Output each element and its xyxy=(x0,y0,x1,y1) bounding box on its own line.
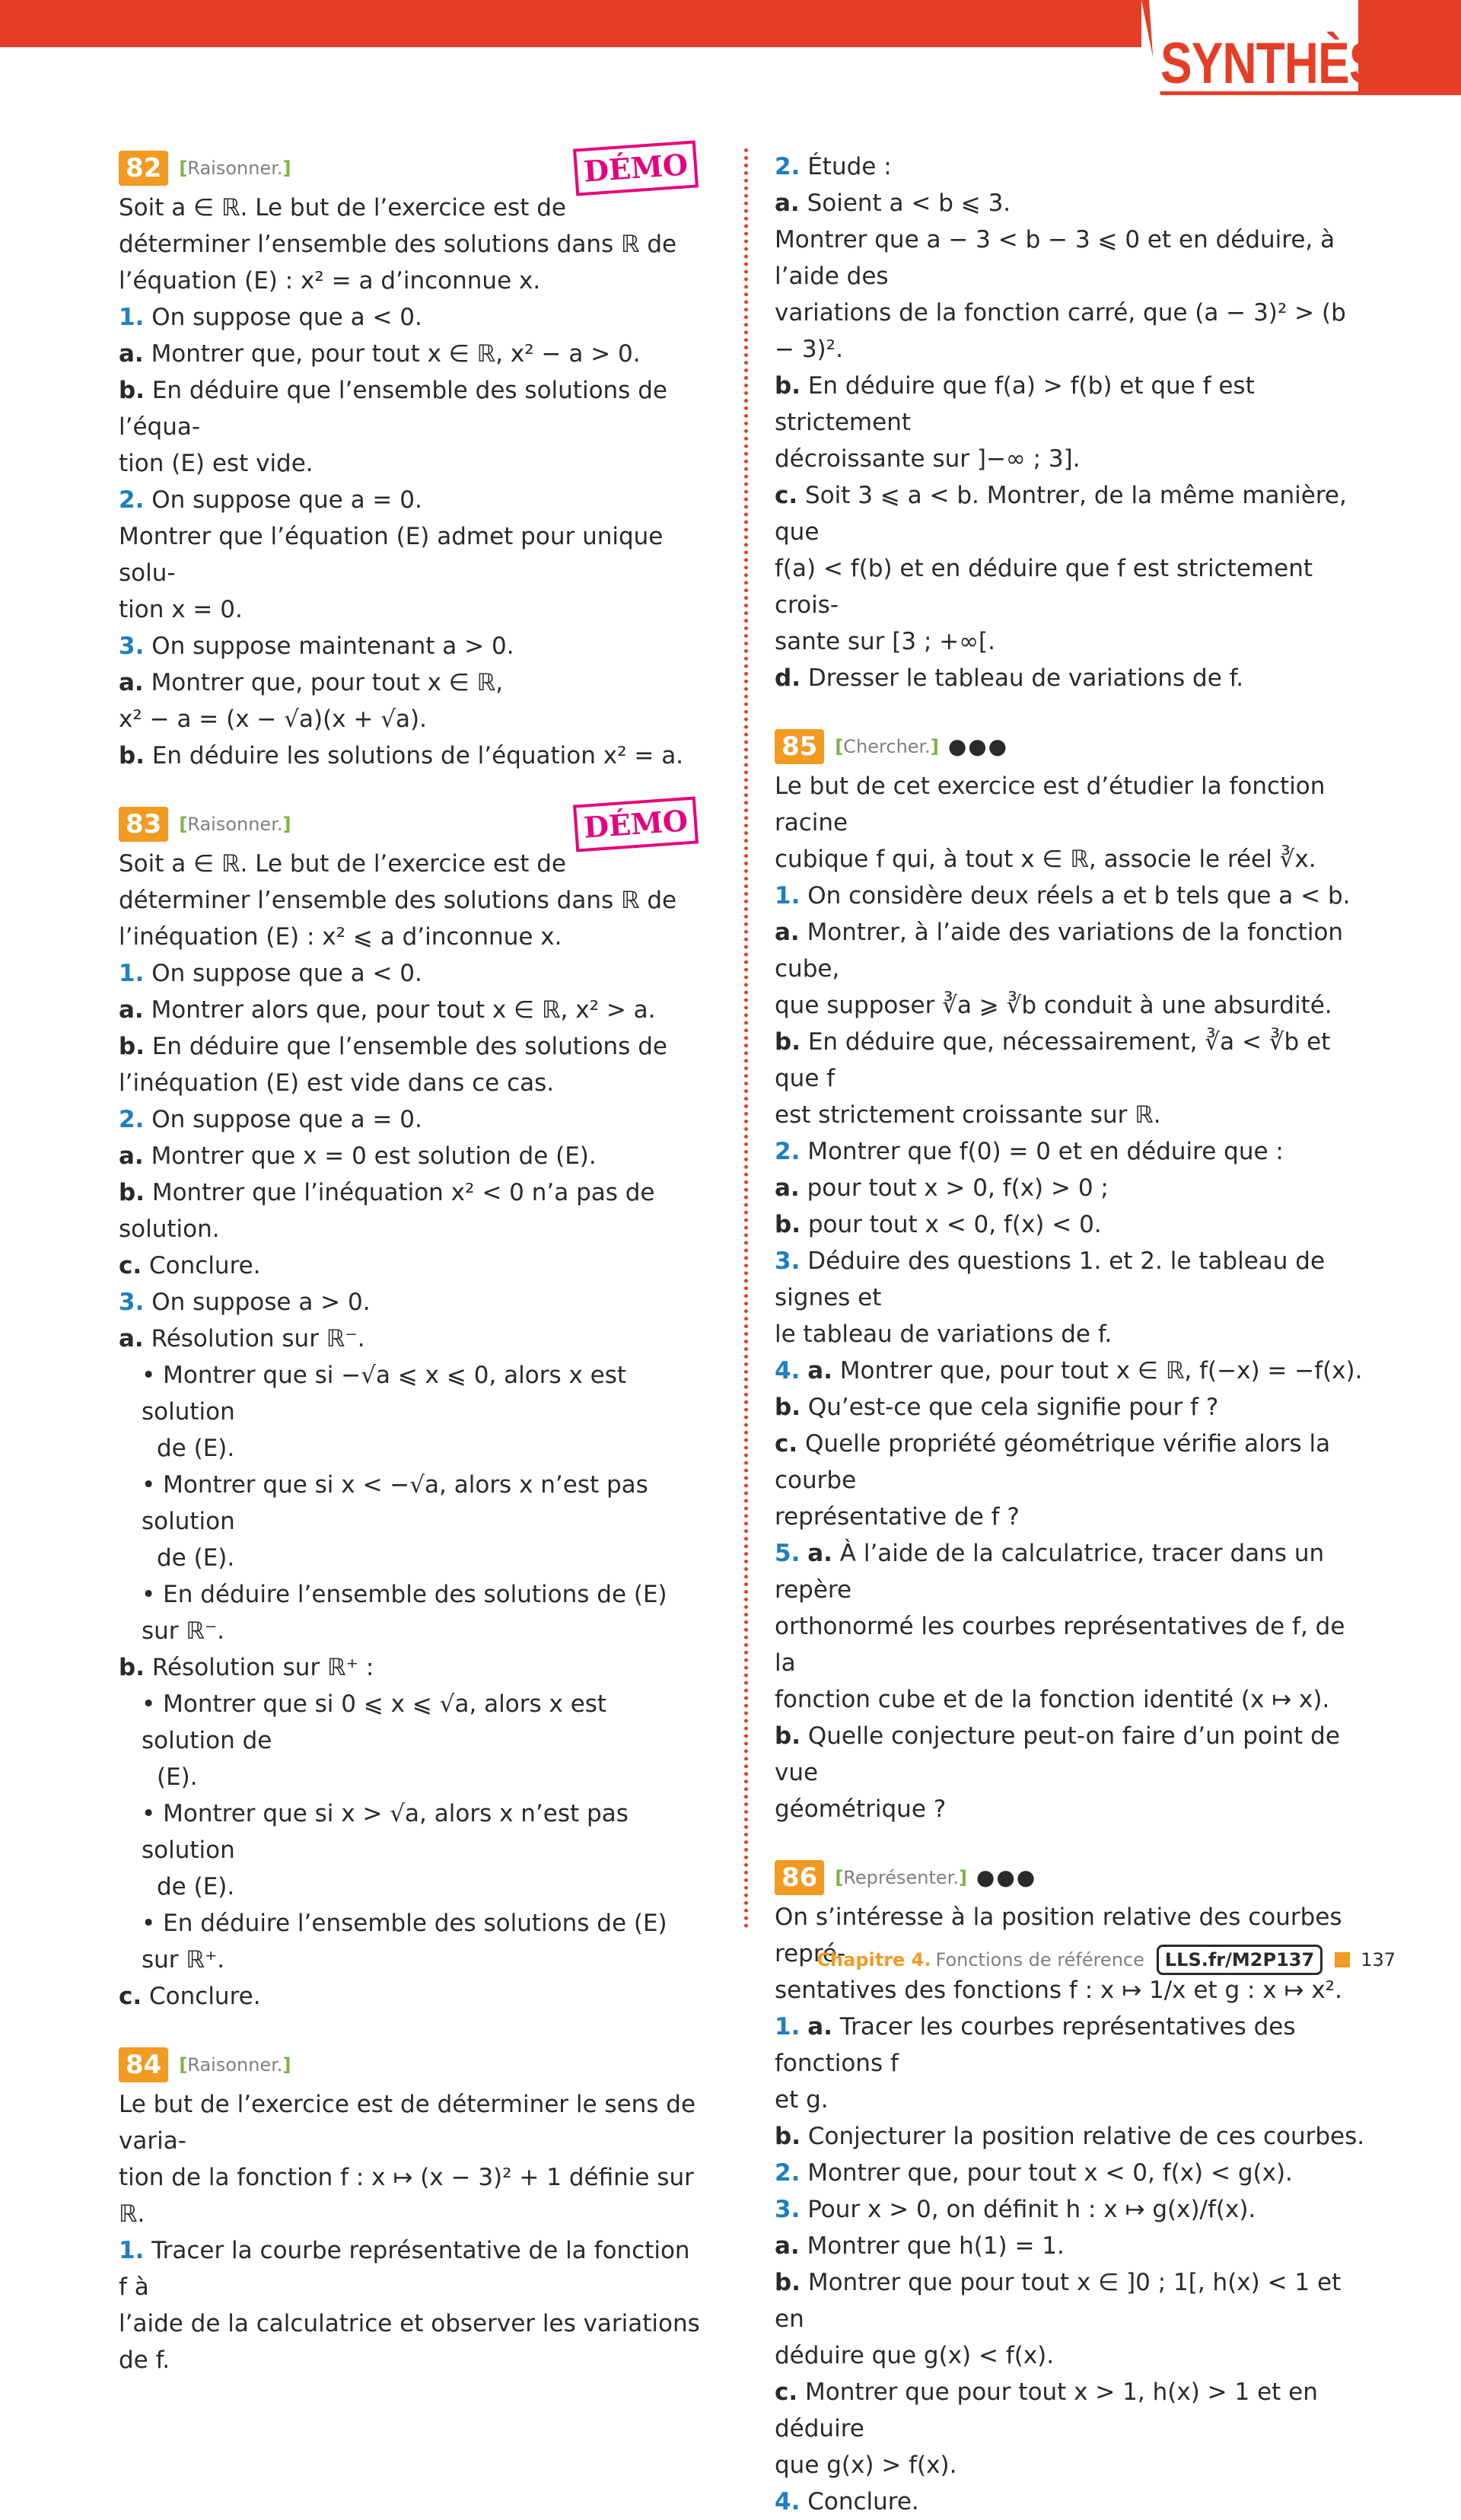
text-line: (E). xyxy=(157,1763,198,1791)
column-divider xyxy=(744,148,748,1929)
question-line: a. Résolution sur ℝ⁻. xyxy=(119,1325,365,1352)
text-line: cubique f qui, à tout x ∈ ℝ, associe le réel ∛x. xyxy=(775,846,1316,873)
question-line: a. pour tout x > 0, f(x) > 0 ; xyxy=(775,1174,1109,1202)
text-line: Soit a ∈ ℝ. Le but de l’exercice est de xyxy=(119,850,566,878)
text-line: est strictement croissante sur ℝ. xyxy=(775,1101,1161,1129)
question-line: 3. Déduire des questions 1. et 2. le tableau de signes et xyxy=(775,1247,1326,1311)
question-line: 2. Étude : xyxy=(775,153,892,180)
question-line: 1. On suppose que a < 0. xyxy=(119,304,422,331)
text-line: fonction cube et de la fonction identité (x ↦ x). xyxy=(775,1686,1330,1713)
question-line: b. En déduire que, nécessairement, ∛a < ∛b et que f xyxy=(775,1028,1331,1092)
question-line: 2. Montrer que f(0) = 0 et en déduire que : xyxy=(775,1138,1284,1165)
exercise-tag: [Raisonner.] xyxy=(179,814,291,835)
exercise-84-header xyxy=(119,2045,705,2085)
question-line: a. Montrer que, pour tout x ∈ ℝ, xyxy=(119,669,504,696)
question-line: 2. Montrer que, pour tout x < 0, f(x) < g(x). xyxy=(775,2159,1293,2187)
question-line: a. Montrer que x = 0 est solution de (E). xyxy=(119,1142,597,1170)
exercise-85-header xyxy=(775,727,1368,766)
text-line: géométrique ? xyxy=(775,1795,947,1823)
text-line: déterminer l’ensemble des solutions dans ℝ de xyxy=(119,231,677,258)
exercise-number: 84 xyxy=(119,2047,168,2082)
bullet-line: • Montrer que si x < −√a, alors x n’est pas solution xyxy=(142,1471,648,1535)
text-line: Le but de l’exercice est de déterminer le sens de varia- xyxy=(119,2091,696,2155)
bullet-line: • En déduire l’ensemble des solutions de (E) sur ℝ⁻. xyxy=(142,1581,667,1645)
question-line: b. pour tout x < 0, f(x) < 0. xyxy=(775,1211,1102,1238)
text-line: l’inéquation (E) est vide dans ce cas. xyxy=(119,1069,555,1097)
exercise-tag: [Raisonner.] xyxy=(179,158,291,179)
text-line: déduire que g(x) < f(x). xyxy=(775,2342,1055,2369)
right-column xyxy=(775,148,1368,2520)
exercise-number: 82 xyxy=(119,151,168,186)
text-line: l’aide de la calculatrice et observer les variations de f. xyxy=(119,2310,700,2374)
question-line: 4. a. Montrer que, pour tout x ∈ ℝ, f(−x) = −f(x). xyxy=(775,1357,1363,1384)
question-line: c. Conclure. xyxy=(119,1983,261,2010)
question-line: a. Montrer, à l’aide des variations de la fonction cube, xyxy=(775,919,1344,983)
exercise-tag: [Représenter.] xyxy=(835,1867,967,1888)
text-line: variations de la fonction carré, que (a − 3)² > (b − 3)². xyxy=(775,299,1346,363)
text-line: sentatives des fonctions f : x ↦ 1/x et g : x ↦ x². xyxy=(775,1977,1342,2004)
question-line: c. Soit 3 ⩽ a < b. Montrer, de la même manière, que xyxy=(775,482,1347,546)
text-line: x² − a = (x − √a)(x + √a). xyxy=(119,706,427,733)
text-line: de (E). xyxy=(157,1873,235,1900)
exercise-82-header xyxy=(119,148,705,188)
exercise-tag: [Chercher.] xyxy=(835,736,939,757)
section-title: SYNTHÈSE xyxy=(1160,31,1412,96)
text-line: que supposer ∛a ⩾ ∛b conduit à une absurdité. xyxy=(775,992,1332,1019)
question-line: b. Montrer que l’inéquation x² < 0 n’a pas de solution. xyxy=(119,1179,655,1243)
question-line: 1. On suppose que a < 0. xyxy=(119,960,422,987)
chapter-label: Chapitre 4. xyxy=(816,1949,931,1970)
exercise-tag: [Raisonner.] xyxy=(179,2054,291,2076)
exercise-83-header xyxy=(119,804,705,844)
text-line: Le but de cet exercice est d’étudier la fonction racine xyxy=(775,773,1326,836)
question-line: 1. On considère deux réels a et b tels que a < b. xyxy=(775,882,1351,910)
text-line: représentative de f ? xyxy=(775,1503,1020,1531)
question-line: b. En déduire que l’ensemble des solutions de xyxy=(119,1033,667,1060)
question-line: 2. On suppose que a = 0. xyxy=(119,1106,422,1133)
question-line: 3. On suppose maintenant a > 0. xyxy=(119,632,514,660)
text-line: de (E). xyxy=(157,1544,235,1572)
demo-stamp[interactable]: DÉMO xyxy=(573,796,699,852)
question-line: 1. a. Tracer les courbes représentatives des fonctions f xyxy=(775,2013,1296,2077)
resource-link[interactable]: LLS.fr/M2P137 xyxy=(1157,1945,1323,1975)
question-line: b. Montrer que pour tout x ∈ ]0 ; 1[, h(x) < 1 et en xyxy=(775,2269,1342,2333)
exercise-number: 85 xyxy=(775,729,824,764)
question-line: a. Montrer alors que, pour tout x ∈ ℝ, x² > a. xyxy=(119,996,656,1024)
question-line: 1. Tracer la courbe représentative de la fonction f à xyxy=(119,2237,690,2301)
text-line: déterminer l’ensemble des solutions dans ℝ de xyxy=(119,887,677,914)
question-line: c. Montrer que pour tout x > 1, h(x) > 1 et en déduire xyxy=(775,2378,1318,2442)
difficulty-icon: ●●● xyxy=(947,734,1009,759)
text-line: sante sur [3 ; +∞[. xyxy=(775,628,995,655)
question-line: b. En déduire que f(a) > f(b) et que f est strictement xyxy=(775,372,1255,436)
bullet-line: • Montrer que si x > √a, alors x n’est pas solution xyxy=(142,1800,629,1864)
text-line: et g. xyxy=(775,2086,829,2114)
page-footer xyxy=(816,1945,1396,1975)
question-line: b. En déduire les solutions de l’équation x² = a. xyxy=(119,742,684,769)
text-line: décroissante sur ]−∞ ; 3]. xyxy=(775,445,1081,473)
top-banner xyxy=(0,0,1141,47)
text-line: On s’intéresse à la position relative des courbes repré- xyxy=(775,1904,1342,1967)
left-column xyxy=(119,148,705,2378)
demo-stamp[interactable]: DÉMO xyxy=(573,140,699,196)
text-line: tion (E) est vide. xyxy=(119,450,314,477)
text-line: Montrer que l’équation (E) admet pour unique solu- xyxy=(119,523,664,587)
exercise-number: 86 xyxy=(775,1860,824,1895)
difficulty-icon: ●●● xyxy=(976,1865,1037,1890)
question-line: b. Quelle conjecture peut-on faire d’un point de vue xyxy=(775,1722,1340,1786)
question-line: c. Quelle propriété géométrique vérifie alors la courbe xyxy=(775,1430,1331,1494)
text-line: le tableau de variations de f. xyxy=(775,1321,1112,1348)
text-line: Soit a ∈ ℝ. Le but de l’exercice est de xyxy=(119,194,566,221)
exercise-number: 83 xyxy=(119,807,168,842)
text-line: f(a) < f(b) et en déduire que f est strictement crois- xyxy=(775,555,1313,619)
text-line: orthonormé les courbes représentatives de f, de la xyxy=(775,1613,1345,1677)
text-line: tion x = 0. xyxy=(119,596,243,623)
exercise-86-header xyxy=(775,1858,1368,1897)
question-line: 3. Pour x > 0, on définit h : x ↦ g(x)/f(x). xyxy=(775,2196,1256,2223)
question-line: a. Montrer que h(1) = 1. xyxy=(775,2232,1065,2260)
question-line: a. Montrer que, pour tout x ∈ ℝ, x² − a > 0. xyxy=(119,340,641,368)
bullet-line: • Montrer que si −√a ⩽ x ⩽ 0, alors x est solution xyxy=(142,1362,627,1426)
question-line: b. Qu’est-ce que cela signifie pour f ? xyxy=(775,1394,1219,1421)
question-line: b. En déduire que l’ensemble des solutions de l’équa- xyxy=(119,377,667,441)
question-line: 5. a. À l’aide de la calculatrice, tracer dans un repère xyxy=(775,1540,1325,1604)
question-line: b. Conjecturer la position relative de ces courbes. xyxy=(775,2123,1365,2150)
question-line: a. Soient a < b ⩽ 3. xyxy=(775,190,1011,217)
chapter-title: Fonctions de référence xyxy=(935,1949,1144,1970)
question-line: 2. On suppose que a = 0. xyxy=(119,486,422,514)
text-line: l’inéquation (E) : x² ⩽ a d’inconnue x. xyxy=(119,923,562,951)
question-line: c. Conclure. xyxy=(119,1252,261,1279)
text-line: tion de la fonction f : x ↦ (x − 3)² + 1 définie sur ℝ. xyxy=(119,2164,694,2228)
text-line: l’équation (E) : x² = a d’inconnue x. xyxy=(119,267,541,295)
bullet-line: • Montrer que si 0 ⩽ x ⩽ √a, alors x est solution de xyxy=(142,1690,607,1754)
bullet-line: • En déduire l’ensemble des solutions de (E) sur ℝ⁺. xyxy=(142,1910,667,1974)
square-icon xyxy=(1335,1952,1350,1967)
question-line: 3. On suppose a > 0. xyxy=(119,1289,371,1316)
text-line: Montrer que a − 3 < b − 3 ⩽ 0 et en déduire, à l’aide des xyxy=(775,226,1335,290)
text-line: que g(x) > f(x). xyxy=(775,2452,957,2479)
question-line: d. Dresser le tableau de variations de f. xyxy=(775,664,1244,692)
question-line: 4. Conclure. xyxy=(775,2488,919,2515)
page-number: 137 xyxy=(1361,1949,1396,1970)
text-line: de (E). xyxy=(157,1435,235,1462)
question-line: b. Résolution sur ℝ⁺ : xyxy=(119,1654,374,1681)
